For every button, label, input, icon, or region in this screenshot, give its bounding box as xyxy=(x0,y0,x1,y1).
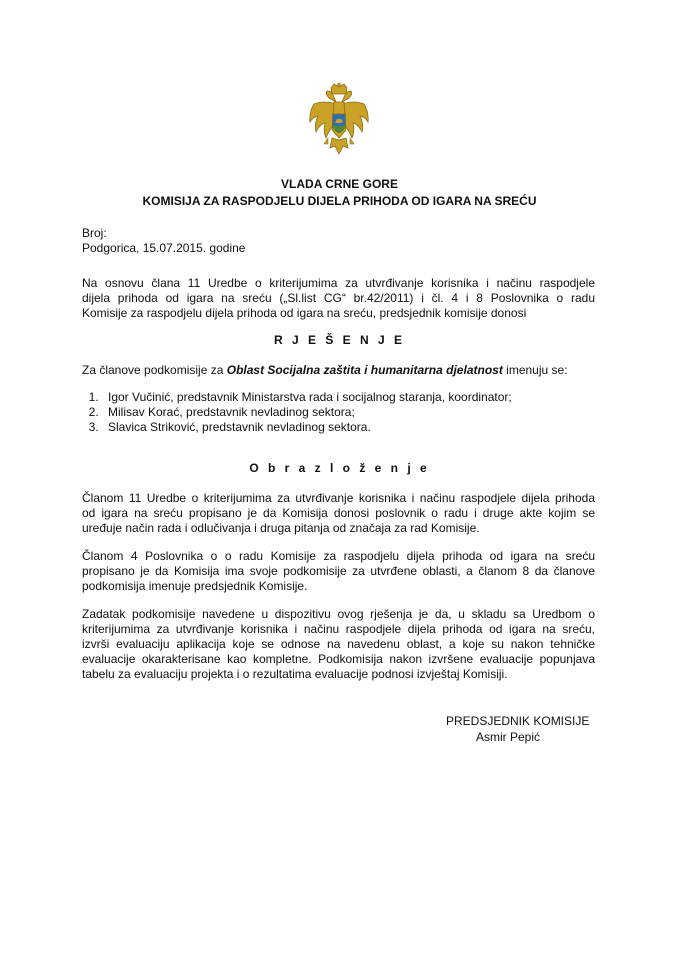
intro-line-2: dijela prihoda od igara na sreću („Sl.list CG“ br.42/2011) i čl. 4 i 8 Poslovnika o radu xyxy=(82,291,595,305)
paragraph-3-line-1: Zadatak podkomisije navedene u dispozitivu ovog rješenja je da, u skladu sa Uredbom o xyxy=(82,607,595,621)
intro-line-1: Na osnovu člana 11 Uredbe o kriterijumima za utvrđivanje korisnika i načinu raspodjele xyxy=(82,276,595,290)
paragraph-1-line-3: uređuje način rada i odlučivanja i druga pitanja od značaja za rad Komisije. xyxy=(82,521,480,535)
paragraph-3-line-3: izvrši evaluaciju aplikacija koje se odnose na navedenu oblast, a koje su nakon tehničke xyxy=(82,637,595,651)
commission-heading: KOMISIJA ZA RASPODJELU DIJELA PRIHODA OD IGARA NA SREĆU xyxy=(142,194,537,208)
intro-line-3: Komisije za raspodjelu dijela prihoda od igara na sreću, predsjednik komisije donosi xyxy=(82,306,527,320)
signature-title: PREDSJEDNIK KOMISIJE xyxy=(446,714,590,728)
list-item: 2. Milisav Korać, predstavnik nevladinog sektora; xyxy=(102,405,602,420)
appointment-sentence xyxy=(82,363,568,378)
paragraph-1-line-1: Članom 11 Uredbe o kriterijumima za utvrđivanje korisnika i načinu raspodjele dijela prihoda xyxy=(82,491,595,505)
paragraph-2-line-2: propisano je da Komisija ima svoje podkomisije za utvrđene oblasti, a članom 8 da članove xyxy=(82,564,595,578)
paragraph-3-line-5: tabelu za evaluaciju projekta i o rezultatima evaluacije podnosi izvještaj Komisiji. xyxy=(82,667,508,681)
appointment-area: Oblast Socijalna zaštita i humanitarna djelatnost xyxy=(226,363,503,377)
paragraph-2-line-1: Članom 4 Poslovnika o o radu Komisije za raspodjelu dijela prihoda od igara na sreću xyxy=(82,549,595,563)
paragraph-3-line-2: kriterijumima za utvrđivanje korisnika i načinu raspodjele dijela prihoda od igara na sreću, xyxy=(82,622,595,636)
appointment-prefix: Za članove podkomisije za xyxy=(82,363,227,377)
members-list xyxy=(82,390,602,435)
list-item: 3. Slavica Striković, predstavnik nevladinog sektora. xyxy=(102,420,602,435)
signature-name: Asmir Pepić xyxy=(476,730,541,744)
decision-title: R J E Š E N J E xyxy=(273,333,406,347)
paragraph-1-line-2: od igara na sreću propisano je da Komisija donosi poslovnik o radu i druge akte kojim se xyxy=(82,506,595,520)
coat-of-arms-icon xyxy=(306,82,372,164)
appointment-suffix: imenuju se: xyxy=(502,363,568,377)
list-item: 1. Igor Vučinić, predstavnik Ministarstva rada i socijalnog staranja, koordinator; xyxy=(102,390,602,405)
government-heading: VLADA CRNE GORE xyxy=(281,177,398,191)
paragraph-2-line-3: podkomisija imenuje predsjednik Komisije. xyxy=(82,579,308,593)
place-date: Podgorica, 15.07.2015. godine xyxy=(82,241,246,255)
document-number-label: Broj: xyxy=(82,226,107,240)
reasoning-title: O b r a z l o ž e n j e xyxy=(249,461,430,475)
paragraph-3-line-4: evaluacije okarakterisane kao kompletne. Podkomisija nakon izvršene evaluacije popunjava xyxy=(82,652,595,666)
